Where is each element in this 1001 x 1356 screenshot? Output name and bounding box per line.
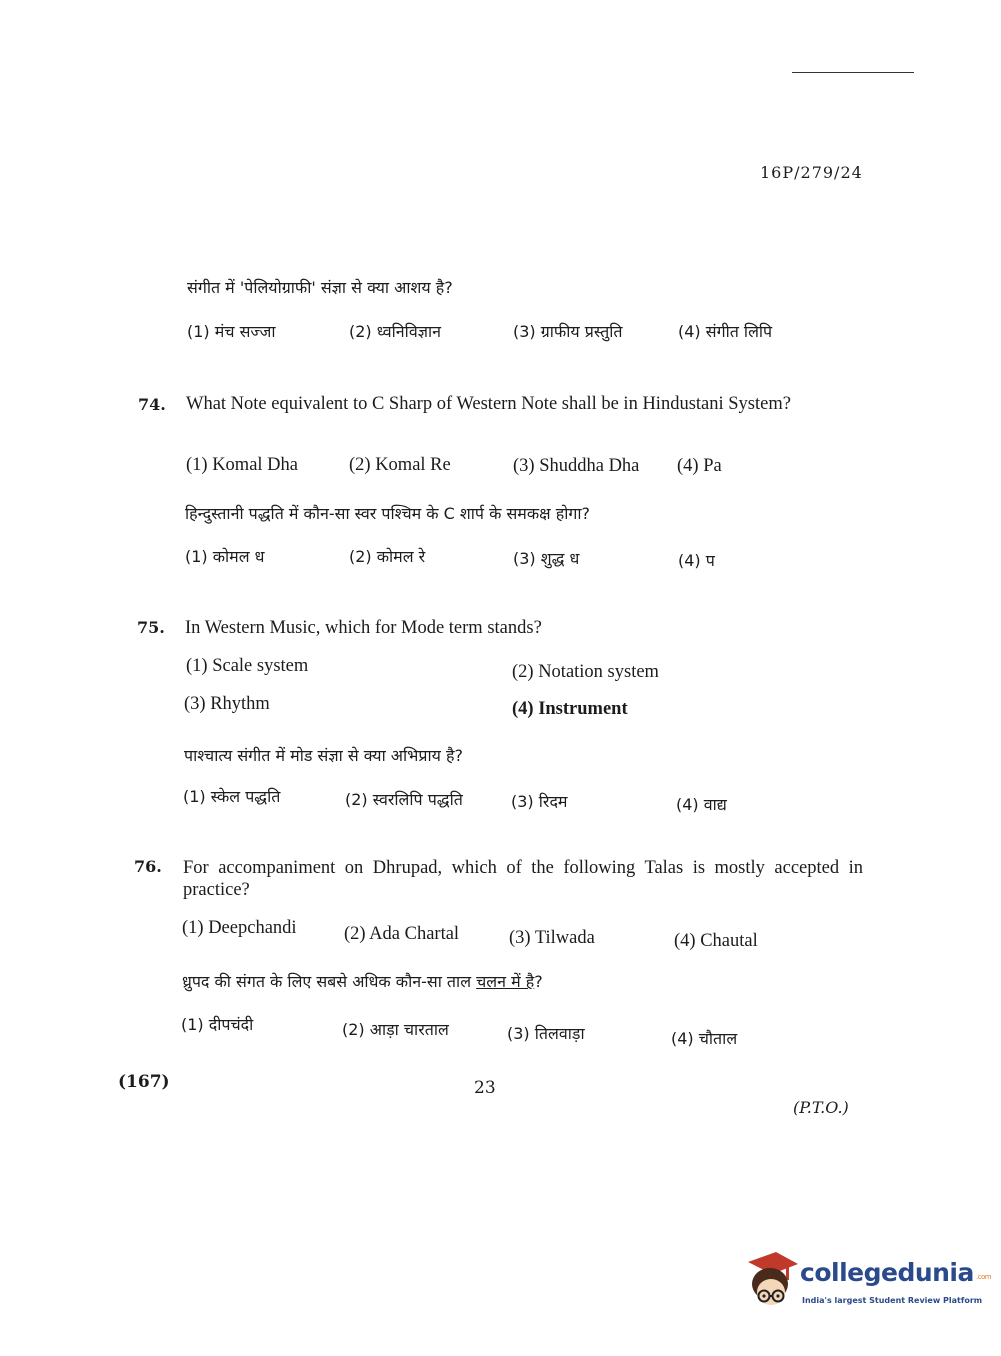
q75-hindi-option-1: (1) स्केल पद्धति xyxy=(183,787,281,806)
q74-english-question: What Note equivalent to C Sharp of Western Note shall be in Hindustani System? xyxy=(186,394,791,414)
q75-english-option-1: (1) Scale system xyxy=(186,656,309,676)
q75-english-option-2: (2) Notation system xyxy=(512,662,659,682)
q76-hindi-option-1: (1) दीपचंदी xyxy=(181,1015,254,1034)
q74-hindi-question: हिन्दुस्तानी पद्धति में कौन-सा स्वर पश्चिम के C शार्प के समकक्ष होगा? xyxy=(185,504,590,523)
logo-brand-name: collegedunia xyxy=(800,1258,974,1287)
q74-english-option-4: (4) Pa xyxy=(677,456,722,476)
q76-english-option-2: (2) Ada Chartal xyxy=(344,924,460,944)
page-number: 23 xyxy=(474,1078,496,1098)
q76-hindi-option-3: (3) तिलवाड़ा xyxy=(507,1024,585,1043)
q76-hindi-question xyxy=(182,970,543,992)
top-rule xyxy=(792,72,914,73)
q73-hindi-option-4: (4) संगीत लिपि xyxy=(678,322,773,341)
q75-number: 75. xyxy=(137,618,165,637)
logo-brand xyxy=(800,1258,991,1287)
q75-hindi-option-2: (2) स्वरलिपि पद्धति xyxy=(345,790,463,809)
q74-english-option-3: (3) Shuddha Dha xyxy=(513,456,640,476)
q76-english-option-1: (1) Deepchandi xyxy=(182,918,297,938)
q73-hindi-option-1: (1) मंच सज्जा xyxy=(187,322,276,341)
q76-hindi-option-2: (2) आड़ा चारताल xyxy=(342,1020,449,1039)
q73-hindi-question: संगीत में 'पेलियोग्राफी' संज्ञा से क्या आशय है? xyxy=(187,278,453,297)
q76-hindi-question-part2: ? xyxy=(534,972,543,991)
q76-number: 76. xyxy=(134,857,162,876)
logo-dotcom: .com xyxy=(975,1273,992,1281)
q74-hindi-option-4: (4) प xyxy=(678,551,715,570)
q74-hindi-option-3: (3) शुद्ध ध xyxy=(513,549,580,568)
q75-hindi-option-4: (4) वाद्य xyxy=(676,795,727,814)
q75-hindi-question: पाश्चात्य संगीत में मोड संज्ञा से क्या अभिप्राय है? xyxy=(184,746,464,765)
q75-english-option-3: (3) Rhythm xyxy=(184,694,270,714)
q75-hindi-option-3: (3) रिदम xyxy=(511,792,568,811)
paper-code: 16P/279/24 xyxy=(760,163,863,182)
q76-hindi-option-4: (4) चौताल xyxy=(671,1029,738,1048)
q74-hindi-option-2: (2) कोमल रे xyxy=(349,547,426,566)
q74-number: 74. xyxy=(138,395,166,414)
q76-english-question: For accompaniment on Dhrupad, which of the following Talas is mostly accepted in practice? xyxy=(183,858,863,900)
q73-hindi-option-2: (2) ध्वनिविज्ञान xyxy=(349,322,442,341)
q76-hindi-question-part1: ध्रुपद की संगत के लिए सबसे अधिक कौन-सा ताल xyxy=(182,972,477,991)
pto-note: (P.T.O.) xyxy=(793,1098,849,1117)
q73-hindi-option-3: (3) ग्राफीय प्रस्तुति xyxy=(513,322,623,341)
q74-english-option-2: (2) Komal Re xyxy=(349,455,451,475)
booklet-code: (167) xyxy=(118,1072,170,1092)
q74-english-option-1: (1) Komal Dha xyxy=(186,455,298,475)
mascot-icon xyxy=(742,1248,800,1314)
q74-hindi-option-1: (1) कोमल ध xyxy=(185,547,265,566)
q75-english-option-4: (4) Instrument xyxy=(512,699,628,719)
q76-english-option-4: (4) Chautal xyxy=(674,931,758,951)
q76-hindi-question-underlined: चलन में है xyxy=(476,972,535,991)
collegedunia-logo xyxy=(742,1248,992,1318)
logo-tagline: India's largest Student Review Platform xyxy=(802,1296,983,1305)
q75-english-question: In Western Music, which for Mode term stands? xyxy=(185,618,542,638)
q76-english-option-3: (3) Tilwada xyxy=(509,928,595,948)
